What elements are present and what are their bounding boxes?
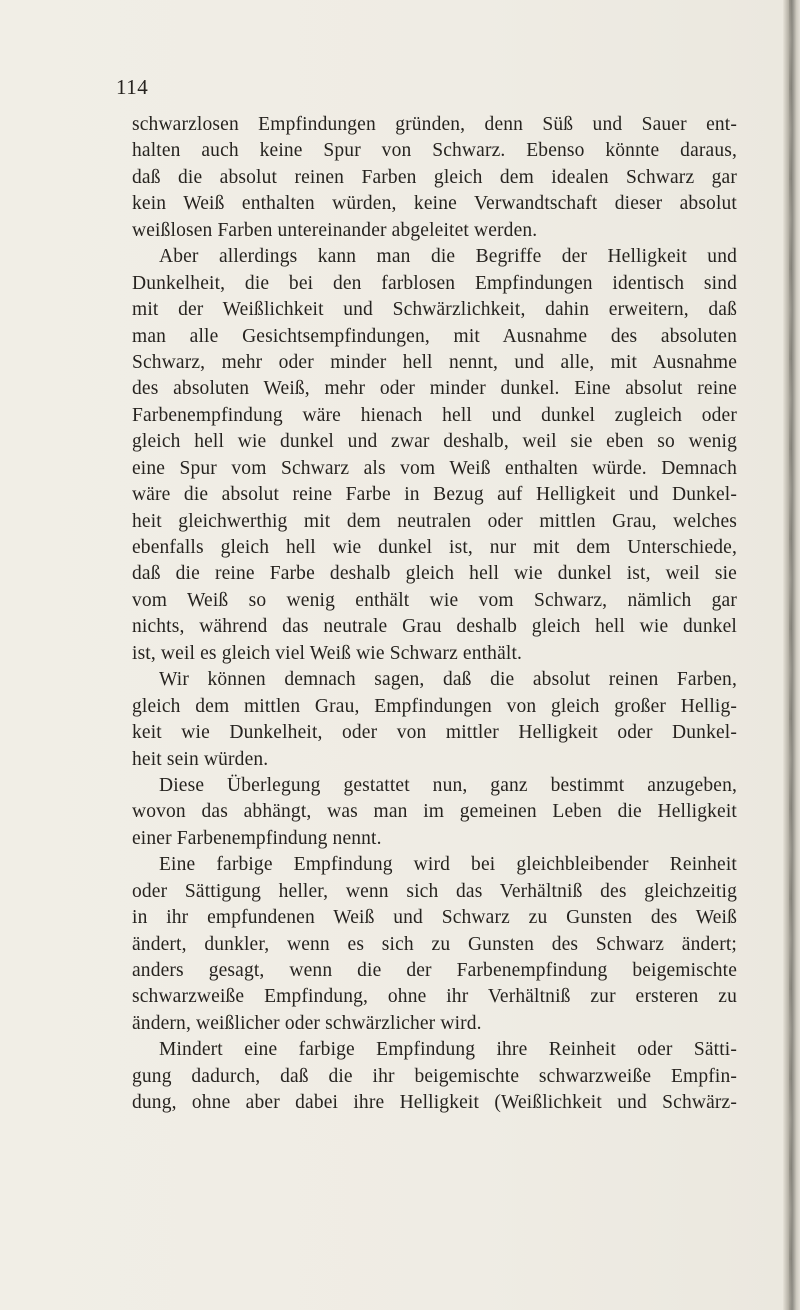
text-line: kein Weiß enthalten würden, keine Verwandtschaft dieser absolut: [132, 193, 737, 215]
text-line: gleich dem mittlen Grau, Empfindungen von gleich großer Hellig-: [132, 695, 737, 717]
text-line: man alle Gesichtsempfindungen, mit Ausnahme des absoluten: [132, 325, 737, 347]
text-line: Dunkelheit, die bei den farblosen Empfindungen identisch sind: [132, 272, 737, 294]
text-line: gung dadurch, daß die ihr beigemischte schwarzweiße Empfin-: [132, 1065, 737, 1087]
text-line: vom Weiß so wenig enthält wie vom Schwarz, nämlich gar: [132, 589, 737, 611]
page-number: 114: [116, 75, 149, 99]
text-line: oder Sättigung heller, wenn sich das Verhältniß des gleichzeitig: [132, 880, 737, 902]
text-line: Mindert eine farbige Empfindung ihre Reinheit oder Sätti-: [159, 1039, 737, 1061]
text-line: einer Farbenempfindung nennt.: [132, 827, 382, 849]
text-line: heit sein würden.: [132, 748, 269, 770]
text-line: anders gesagt, wenn die der Farbenempfindung beigemischte: [132, 960, 737, 981]
text-line: keit wie Dunkelheit, oder von mittler Helligkeit oder Dunkel-: [132, 722, 737, 744]
text-line: ändert, dunkler, wenn es sich zu Gunsten des Schwarz ändert;: [132, 933, 737, 955]
text-line: nichts, während das neutrale Grau deshalb gleich hell wie dunkel: [132, 616, 737, 638]
text-line: ebenfalls gleich hell wie dunkel ist, nur mit dem Unterschiede,: [132, 537, 737, 558]
text-line: halten auch keine Spur von Schwarz. Ebenso könnte daraus,: [132, 140, 737, 162]
text-line: Schwarz, mehr oder minder hell nennt, und alle, mit Ausnahme: [132, 351, 737, 373]
text-line: Aber allerdings kann man die Begriffe der Helligkeit und: [159, 246, 737, 268]
text-line: Wir können demnach sagen, daß die absolut reinen Farben,: [159, 669, 737, 691]
text-line: ist, weil es gleich viel Weiß wie Schwarz enthält.: [132, 642, 523, 664]
text-line: ändern, weißlicher oder schwärzlicher wird.: [132, 1012, 482, 1034]
text-line: eine Spur vom Schwarz als vom Weiß enthalten würde. Demnach: [132, 457, 737, 479]
text-line: Diese Überlegung gestattet nun, ganz bestimmt anzugeben,: [159, 774, 737, 796]
body-text: [132, 112, 737, 1117]
text-line: gleich hell wie dunkel und zwar deshalb, weil sie eben so wenig: [132, 431, 737, 453]
text-line: schwarzlosen Empfindungen gründen, denn Süß und Sauer ent-: [132, 114, 737, 135]
text-line: weißlosen Farben untereinander abgeleitet werden.: [132, 219, 538, 241]
text-line: mit der Weißlichkeit und Schwärzlichkeit, dahin erweitern, daß: [132, 299, 737, 321]
book-spine-edge: [783, 0, 800, 1310]
text-line: wäre die absolut reine Farbe in Bezug auf Helligkeit und Dunkel-: [132, 484, 737, 506]
text-line: dung, ohne aber dabei ihre Helligkeit (Weißlichkeit und Schwärz-: [132, 1092, 737, 1114]
text-line: schwarzweiße Empfindung, ohne ihr Verhältniß zur ersteren zu: [132, 986, 737, 1008]
text-line: heit gleichwerthig mit dem neutralen oder mittlen Grau, welches: [132, 510, 737, 532]
text-line: daß die reine Farbe deshalb gleich hell wie dunkel ist, weil sie: [132, 563, 737, 585]
text-line: daß die absolut reinen Farben gleich dem idealen Schwarz gar: [132, 166, 737, 188]
text-line: Farbenempfindung wäre hienach hell und dunkel zugleich oder: [132, 404, 737, 426]
text-line: Eine farbige Empfindung wird bei gleichbleibender Reinheit: [159, 854, 737, 876]
text-line: in ihr empfundenen Weiß und Schwarz zu Gunsten des Weiß: [132, 907, 737, 929]
text-line: wovon das abhängt, was man im gemeinen Leben die Helligkeit: [132, 801, 737, 823]
text-line: des absoluten Weiß, mehr oder minder dunkel. Eine absolut reine: [132, 378, 737, 400]
